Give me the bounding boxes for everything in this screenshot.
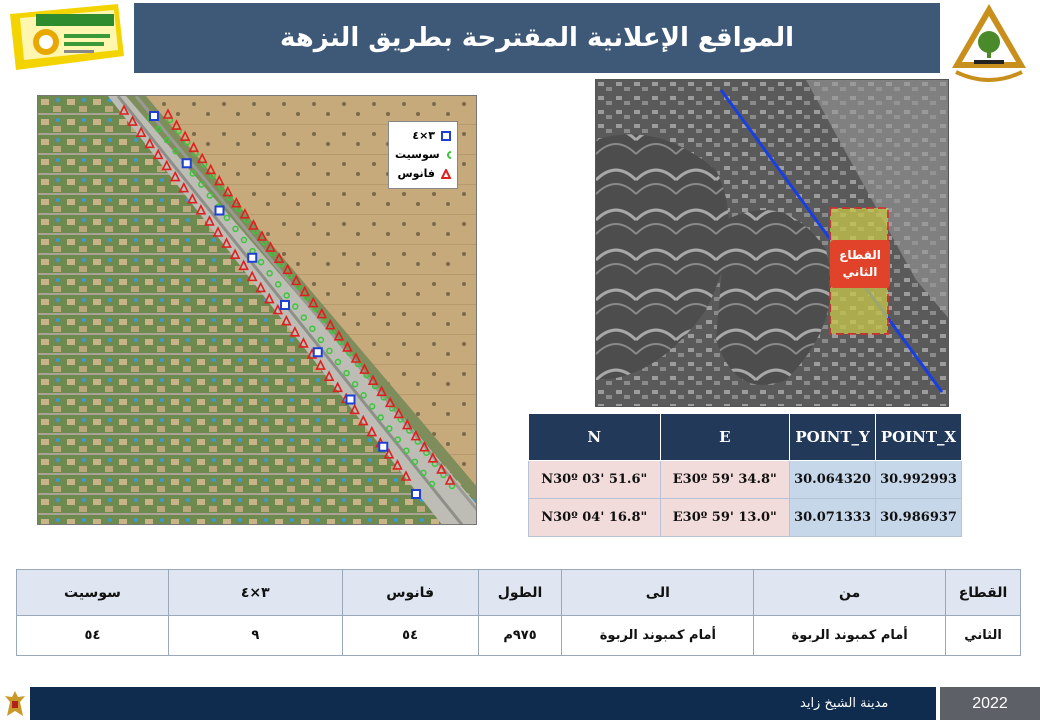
new-urban-communities-logo bbox=[944, 2, 1034, 86]
table-row bbox=[529, 461, 962, 499]
legend-item-billboard bbox=[395, 126, 451, 145]
billboard-marker bbox=[347, 396, 355, 404]
cell-length: ٩٧٥م bbox=[478, 616, 562, 656]
billboard-marker bbox=[216, 207, 224, 215]
legend-label: ٣×٤ bbox=[412, 129, 435, 142]
header-billboard: ٣×٤ bbox=[168, 570, 342, 616]
legend-label: سوسيت bbox=[395, 148, 440, 161]
header-lamp: فانوس bbox=[342, 570, 478, 616]
legend-item-lamp bbox=[395, 164, 451, 183]
page-title-bar bbox=[134, 3, 940, 73]
footer-year: 2022 bbox=[972, 694, 1008, 712]
header-length: الطول bbox=[478, 570, 562, 616]
cell-n: N30º 04' 16.8" bbox=[529, 499, 661, 537]
cell-e: E30º 59' 13.0" bbox=[660, 499, 790, 537]
page-title: المواقع الإعلانية المقترحة بطريق النزهة bbox=[279, 23, 795, 53]
sector-label-line1: القطاع bbox=[839, 248, 881, 262]
cell-point-x: 30.986937 bbox=[876, 499, 962, 537]
cell-point-y: 30.071333 bbox=[790, 499, 876, 537]
cell-e: E30º 59' 34.8" bbox=[660, 461, 790, 499]
cell-lamp: ٥٤ bbox=[342, 616, 478, 656]
billboard-marker bbox=[314, 348, 322, 356]
advertising-unit-logo bbox=[6, 4, 128, 70]
header-from: من bbox=[754, 570, 946, 616]
header-sector: القطاع bbox=[946, 570, 1021, 616]
footer-bar bbox=[30, 687, 936, 720]
footer-year-box bbox=[940, 687, 1040, 720]
billboard-marker bbox=[281, 301, 289, 309]
green-circle-icon bbox=[446, 150, 451, 160]
header-unipole: سوسيت bbox=[17, 570, 169, 616]
legend-label: فانوس bbox=[397, 167, 435, 180]
coordinates-table bbox=[528, 413, 962, 537]
billboard-marker bbox=[183, 159, 191, 167]
blue-square-icon bbox=[441, 131, 451, 141]
header-point-x: POINT_X bbox=[876, 414, 962, 461]
map-legend bbox=[388, 121, 458, 189]
footer-city: مدينة الشيخ زايد bbox=[800, 696, 889, 711]
billboard-marker bbox=[379, 443, 387, 451]
sector-label-line2: الثاني bbox=[842, 265, 878, 279]
cell-from: أمام كمبوند الربوة bbox=[754, 616, 946, 656]
table-row bbox=[17, 616, 1021, 656]
billboard-marker bbox=[150, 112, 158, 120]
cell-unipole: ٥٤ bbox=[17, 616, 169, 656]
sector-label bbox=[830, 240, 890, 288]
billboard-marker bbox=[248, 254, 256, 262]
header-n: N bbox=[529, 414, 661, 461]
aerial-map-road-sites[interactable] bbox=[37, 95, 477, 525]
cell-n: N30º 03' 51.6" bbox=[529, 461, 661, 499]
cell-billboard: ٩ bbox=[168, 616, 342, 656]
sector-summary-table bbox=[16, 569, 1021, 656]
header-e: E bbox=[660, 414, 790, 461]
cell-sector: الثاني bbox=[946, 616, 1021, 656]
cell-point-x: 30.992993 bbox=[876, 461, 962, 499]
legend-item-unipole bbox=[395, 145, 451, 164]
satellite-map-sector[interactable] bbox=[595, 79, 949, 407]
header-point-y: POINT_Y bbox=[790, 414, 876, 461]
table-row bbox=[529, 499, 962, 537]
cell-to: أمام كمبوند الربوة bbox=[562, 616, 754, 656]
cell-point-y: 30.064320 bbox=[790, 461, 876, 499]
header-to: الى bbox=[562, 570, 754, 616]
billboard-marker bbox=[412, 490, 420, 498]
egypt-eagle-icon bbox=[4, 689, 26, 718]
red-triangle-icon bbox=[441, 169, 451, 179]
